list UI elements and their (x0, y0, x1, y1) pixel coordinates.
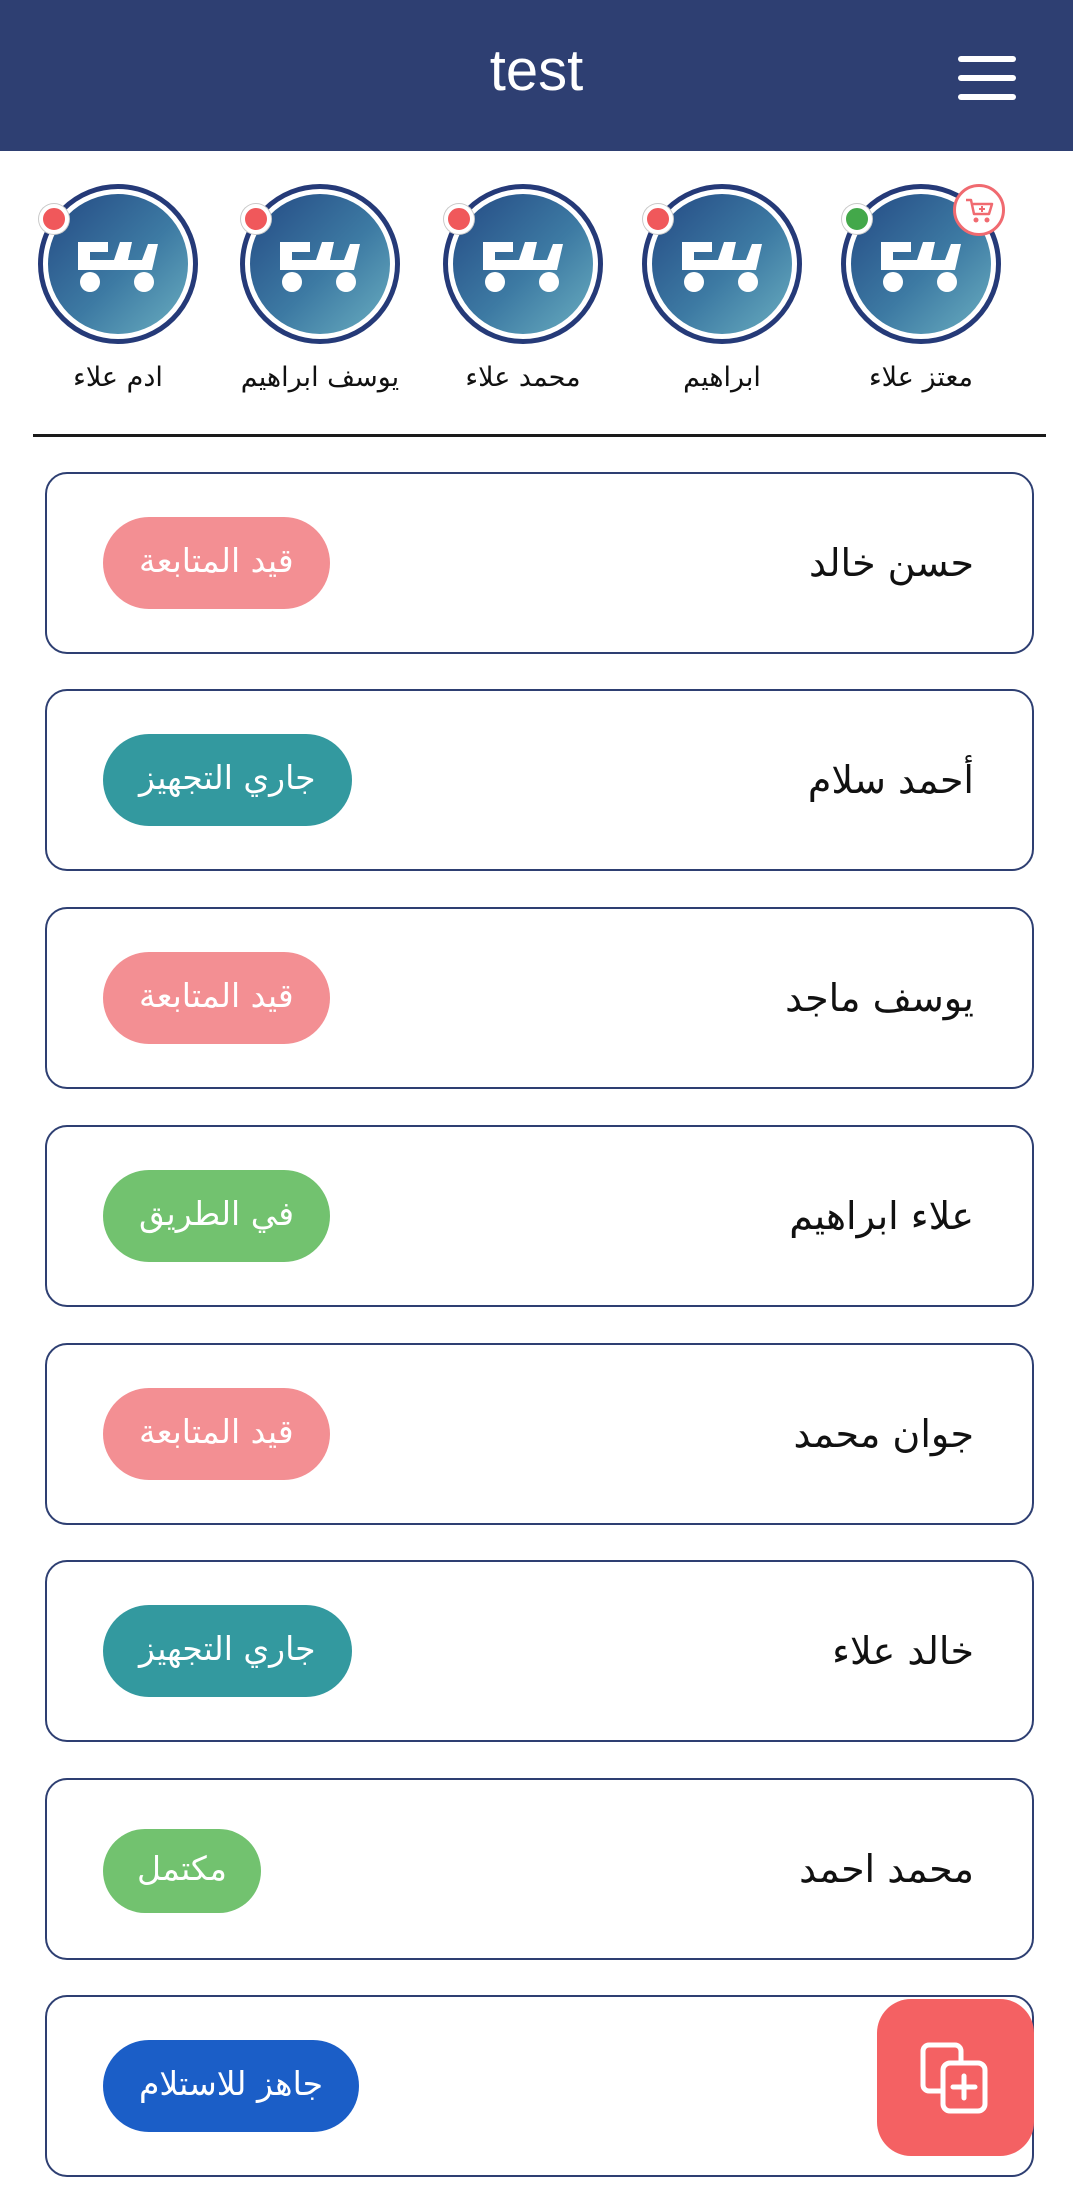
page-title: test (489, 38, 584, 103)
status-badge: قيد المتابعة (103, 952, 330, 1044)
delivery-scooter-icon (473, 222, 573, 302)
customer-name: أحمد سلام (807, 758, 974, 802)
status-badge: قيد المتابعة (103, 517, 330, 609)
driver-item[interactable] (204, 184, 404, 414)
cart-badge (953, 184, 1005, 236)
customer-name: علاء ابراهيم (789, 1194, 974, 1238)
copy-add-icon (919, 2041, 993, 2115)
delivery-scooter-icon (672, 222, 772, 302)
order-card[interactable] (45, 1343, 1034, 1525)
customer-name: جوان محمد (793, 1412, 974, 1456)
delivery-scooter-icon (68, 222, 168, 302)
delivery-scooter-icon (270, 222, 370, 302)
menu-button[interactable] (950, 56, 1024, 106)
section-divider (33, 434, 1046, 437)
status-badge: في الطريق (103, 1170, 330, 1262)
status-badge: جاهز للاستلام (103, 2040, 359, 2132)
driver-name: محمد علاء (465, 362, 581, 393)
driver-name: يوسف ابراهيم (240, 362, 400, 393)
offline-status-dot (39, 204, 69, 234)
cart-icon (965, 197, 995, 225)
order-card[interactable] (45, 472, 1034, 654)
status-badge: قيد المتابعة (103, 1388, 330, 1480)
customer-name: خالد علاء (832, 1629, 974, 1673)
driver-name: معتز علاء (868, 362, 974, 393)
add-order-button[interactable] (877, 1999, 1034, 2156)
order-card[interactable] (45, 907, 1034, 1089)
online-status-dot (842, 204, 872, 234)
customer-name: محمد احمد (799, 1847, 974, 1891)
driver-item[interactable] (2, 184, 202, 414)
hamburger-icon (958, 56, 1016, 62)
drivers-strip (0, 151, 1073, 438)
offline-status-dot (444, 204, 474, 234)
status-badge: جاري التجهيز (103, 1605, 352, 1697)
status-badge: جاري التجهيز (103, 734, 352, 826)
driver-name: ابراهيم (683, 362, 761, 393)
order-card[interactable] (45, 1778, 1034, 1960)
status-badge: مكتمل (103, 1829, 261, 1913)
driver-item[interactable] (407, 184, 607, 414)
order-card[interactable] (45, 1125, 1034, 1307)
delivery-scooter-icon (871, 222, 971, 302)
offline-status-dot (643, 204, 673, 234)
driver-name: ادم علاء (73, 362, 163, 393)
app-header (0, 0, 1073, 151)
customer-name: حسن خالد (809, 541, 974, 585)
offline-status-dot (241, 204, 271, 234)
customer-name: يوسف ماجد (785, 976, 974, 1020)
order-card[interactable] (45, 1560, 1034, 1742)
order-card[interactable] (45, 689, 1034, 871)
